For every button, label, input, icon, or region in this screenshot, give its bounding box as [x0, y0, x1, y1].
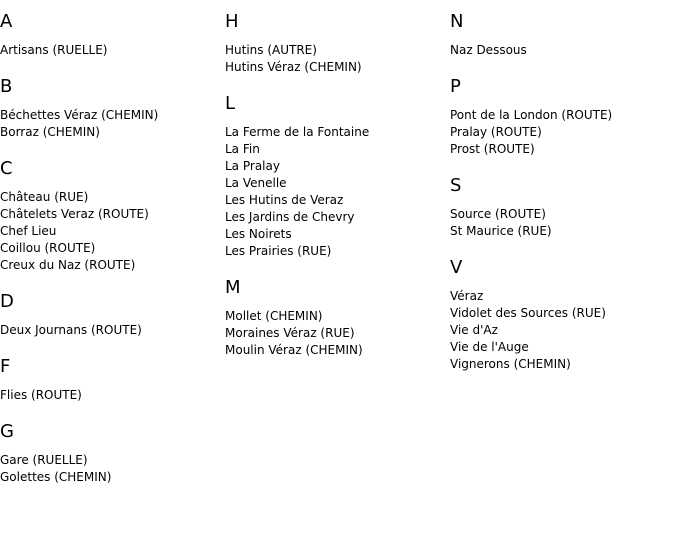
street-link-naz-dessous[interactable]: Naz Dessous — [450, 43, 527, 57]
letter-group-c — [0, 157, 220, 274]
letter-heading: P — [450, 76, 461, 97]
letter-group-m — [225, 276, 445, 359]
street-link-pont-de-la-london-route[interactable]: Pont de la London (ROUTE) — [450, 108, 613, 122]
street-list — [225, 308, 445, 359]
index-column — [225, 10, 445, 375]
street-list — [450, 206, 670, 240]
street-link-borraz-chemin[interactable]: Borraz (CHEMIN) — [0, 125, 100, 139]
street-link-vie-d-az[interactable]: Vie d'Az — [450, 323, 498, 337]
street-link-les-hutins-de-veraz[interactable]: Les Hutins de Veraz — [225, 193, 344, 207]
street-list — [450, 42, 670, 59]
index-column — [0, 10, 220, 502]
street-link-bechettes-veraz-chemin[interactable]: Béchettes Véraz (CHEMIN) — [0, 108, 159, 122]
letter-group-l — [225, 92, 445, 260]
street-link-la-fin[interactable]: La Fin — [225, 142, 260, 156]
letter-heading: C — [0, 158, 13, 179]
street-list — [450, 288, 670, 373]
street-link-mollet-chemin[interactable]: Mollet (CHEMIN) — [225, 309, 323, 323]
letter-group-h — [225, 10, 445, 76]
letter-group-f — [0, 355, 220, 404]
letter-group-p — [450, 75, 670, 158]
letter-group-g — [0, 420, 220, 486]
street-link-st-maurice-rue[interactable]: St Maurice (RUE) — [450, 224, 552, 238]
street-list — [450, 107, 670, 158]
street-link-la-venelle[interactable]: La Venelle — [225, 176, 287, 190]
street-link-la-ferme-de-la-fontaine[interactable]: La Ferme de la Fontaine — [225, 125, 370, 139]
letter-heading: L — [225, 93, 236, 114]
letter-heading: V — [450, 257, 463, 278]
letter-heading: D — [0, 291, 14, 312]
index-column — [450, 10, 670, 389]
street-link-hutins-veraz-chemin[interactable]: Hutins Véraz (CHEMIN) — [225, 60, 362, 74]
letter-group-b — [0, 75, 220, 141]
street-list — [0, 42, 220, 59]
street-link-moulin-veraz-chemin[interactable]: Moulin Véraz (CHEMIN) — [225, 343, 363, 357]
street-list — [225, 42, 445, 76]
street-list — [0, 322, 220, 339]
street-link-chatelets-veraz-route[interactable]: Châtelets Veraz (ROUTE) — [0, 207, 149, 221]
letter-group-s — [450, 174, 670, 240]
letter-heading: S — [450, 175, 462, 196]
street-link-source-route[interactable]: Source (ROUTE) — [450, 207, 546, 221]
street-link-la-pralay[interactable]: La Pralay — [225, 159, 280, 173]
street-link-creux-du-naz-route[interactable]: Creux du Naz (ROUTE) — [0, 258, 136, 272]
letter-heading: A — [0, 11, 13, 32]
street-link-vignerons-chemin[interactable]: Vignerons (CHEMIN) — [450, 357, 571, 371]
street-link-hutins-autre[interactable]: Hutins (AUTRE) — [225, 43, 317, 57]
street-link-coillou-route[interactable]: Coillou (ROUTE) — [0, 241, 96, 255]
letter-heading: H — [225, 11, 239, 32]
letter-heading: B — [0, 76, 13, 97]
letter-heading: G — [0, 421, 14, 442]
street-link-chateau-rue[interactable]: Château (RUE) — [0, 190, 89, 204]
street-list — [0, 189, 220, 274]
street-link-artisans-ruelle[interactable]: Artisans (RUELLE) — [0, 43, 108, 57]
street-link-chef-lieu[interactable]: Chef Lieu — [0, 224, 57, 238]
street-link-golettes-chemin[interactable]: Golettes (CHEMIN) — [0, 470, 112, 484]
street-list — [0, 107, 220, 141]
street-link-deux-journans-route[interactable]: Deux Journans (ROUTE) — [0, 323, 142, 337]
street-list — [0, 387, 220, 404]
street-list — [0, 452, 220, 486]
letter-heading: F — [0, 356, 11, 377]
street-link-veraz[interactable]: Véraz — [450, 289, 484, 303]
street-link-prost-route[interactable]: Prost (ROUTE) — [450, 142, 535, 156]
street-link-les-jardins-de-chevry[interactable]: Les Jardins de Chevry — [225, 210, 355, 224]
street-list — [225, 124, 445, 260]
letter-heading: M — [225, 277, 241, 298]
letter-group-d — [0, 290, 220, 339]
street-link-moraines-veraz-rue[interactable]: Moraines Véraz (RUE) — [225, 326, 355, 340]
street-link-vie-de-l-auge[interactable]: Vie de l'Auge — [450, 340, 529, 354]
street-link-les-noirets[interactable]: Les Noirets — [225, 227, 292, 241]
letter-heading: N — [450, 11, 464, 32]
street-link-les-prairies-rue[interactable]: Les Prairies (RUE) — [225, 244, 332, 258]
street-link-gare-ruelle[interactable]: Gare (RUELLE) — [0, 453, 88, 467]
street-link-vidolet-des-sources-rue[interactable]: Vidolet des Sources (RUE) — [450, 306, 606, 320]
letter-group-n — [450, 10, 670, 59]
letter-group-v — [450, 256, 670, 373]
letter-group-a — [0, 10, 220, 59]
street-link-pralay-route[interactable]: Pralay (ROUTE) — [450, 125, 542, 139]
street-link-flies-route[interactable]: Flies (ROUTE) — [0, 388, 82, 402]
